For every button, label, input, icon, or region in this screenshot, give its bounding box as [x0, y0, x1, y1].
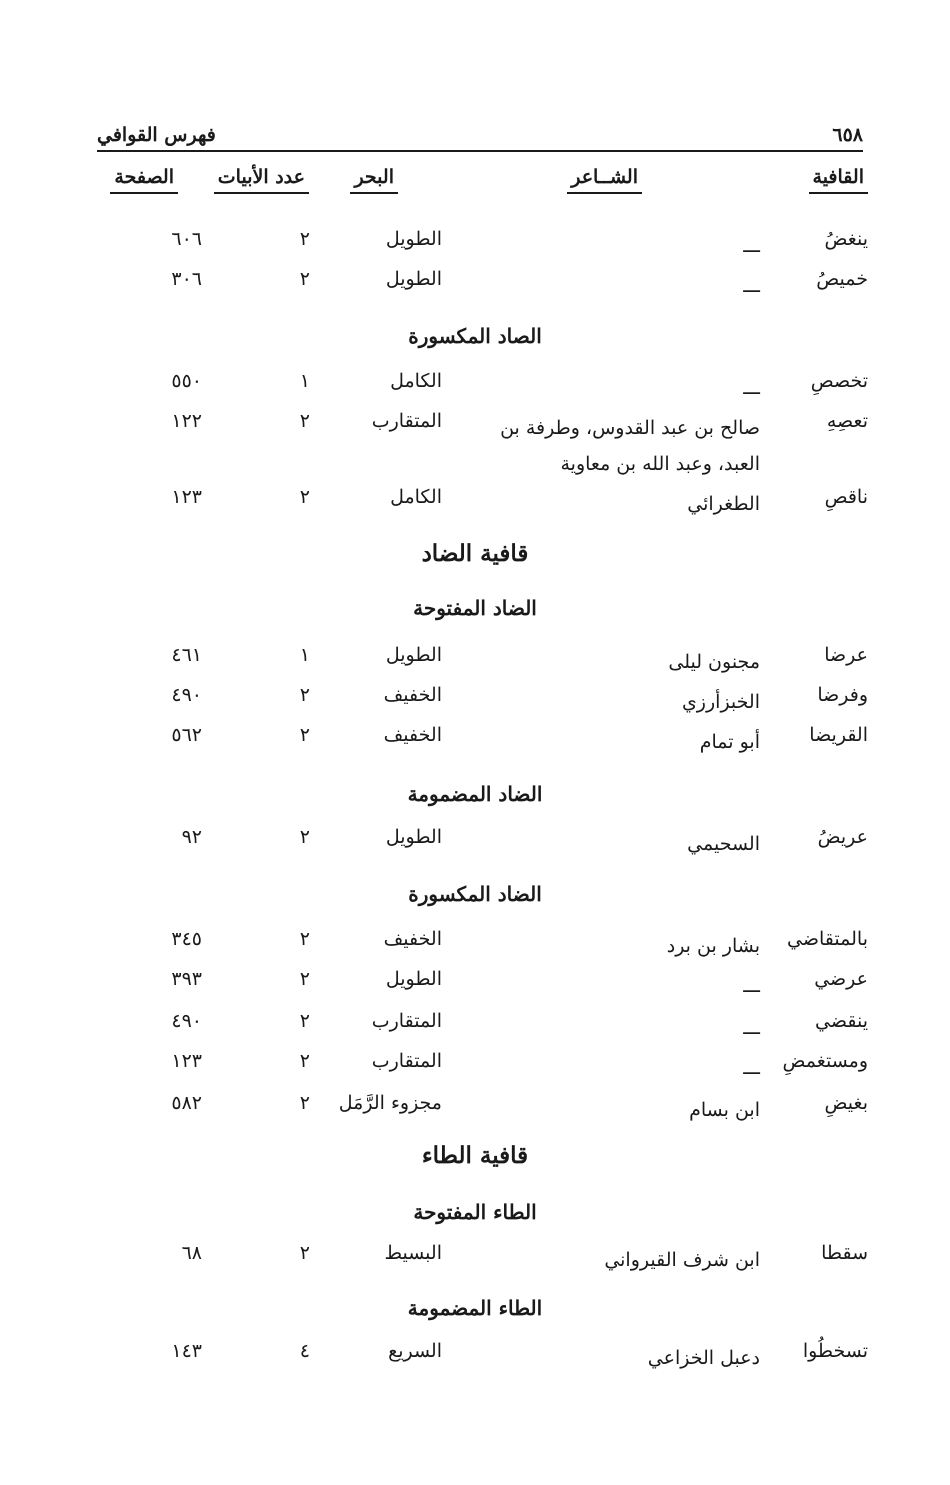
meter-cell: الخفيف: [383, 928, 442, 950]
poet-cell: أبو تمام: [699, 731, 760, 753]
rhyme-cell: تسخطُوا: [802, 1340, 868, 1362]
meter-cell: الطويل: [385, 644, 442, 666]
count-cell: ١: [299, 370, 310, 392]
count-cell: ٢: [299, 928, 310, 950]
poet-cell: السحيمي: [687, 833, 760, 855]
count-cell: ٢: [299, 684, 310, 706]
column-header-poet: الشــاعر: [567, 166, 642, 200]
page-cell: ٤٦١: [171, 644, 202, 666]
table-row: [0, 410, 950, 482]
subsection-heading: الصاد المكسورة: [408, 324, 542, 348]
column-header-meter: البحر: [350, 166, 398, 200]
count-cell: ٢: [299, 968, 310, 990]
poet-cell: ابن شرف القيرواني: [604, 1249, 760, 1271]
page-cell: ٦٠٦: [171, 228, 202, 250]
meter-cell: مجزوء الرَّمَل: [338, 1092, 442, 1114]
page-cell: ٣٤٥: [171, 928, 202, 950]
meter-cell: الخفيف: [383, 724, 442, 746]
poet-cell: ـــ: [743, 377, 760, 399]
table-row: [0, 1010, 950, 1046]
count-cell: ١: [299, 644, 310, 666]
poet-cell: ـــ: [743, 1057, 760, 1079]
rhyme-cell: بغيضِ: [824, 1092, 868, 1114]
rhyme-cell: بالمتقاضي: [787, 928, 868, 950]
meter-cell: الطويل: [385, 228, 442, 250]
count-cell: ٢: [299, 1092, 310, 1114]
poet-cell: ـــ: [743, 1017, 760, 1039]
poet-cell: ـــ: [743, 235, 760, 257]
rhyme-cell: سقطا: [821, 1242, 868, 1264]
section-heading: قافية الضاد: [421, 540, 529, 567]
meter-cell: البسيط: [384, 1242, 442, 1264]
rhyme-cell: ومستغمضِ: [782, 1050, 868, 1072]
rhyme-cell: تعصِهِ: [826, 410, 868, 432]
subsection-heading: الضاد المضمومة: [407, 782, 543, 806]
table-row: [0, 268, 950, 304]
column-header-count: عدد الأبيات: [214, 166, 309, 200]
table-row: [0, 1050, 950, 1086]
table-row: [0, 1092, 950, 1128]
rhyme-cell: تخصصِ: [810, 370, 868, 392]
table-row: [0, 724, 950, 760]
poet-cell: دعبل الخزاعي: [647, 1347, 760, 1369]
page-cell: ١٤٣: [171, 1340, 202, 1362]
table-row: [0, 1340, 950, 1376]
table-row: [0, 826, 950, 862]
subsection-heading: الضاد المفتوحة: [413, 596, 537, 620]
count-cell: ٢: [299, 724, 310, 746]
table-row: [0, 684, 950, 720]
count-cell: ٢: [299, 826, 310, 848]
meter-cell: الكامل: [390, 370, 442, 392]
meter-cell: الكامل: [390, 486, 442, 508]
poet-cell: الخبزأرزي: [681, 691, 760, 713]
rhyme-cell: عريضُ: [817, 826, 868, 848]
rhyme-cell: ينغضُ: [824, 228, 868, 250]
count-cell: ٤: [299, 1340, 310, 1362]
page-cell: ٣٩٣: [171, 968, 202, 990]
poet-cell: مجنون ليلى: [668, 651, 760, 673]
page-number: ٦٥٨: [832, 124, 863, 146]
page-cell: ٥٥٠: [171, 370, 202, 392]
count-cell: ٢: [299, 268, 310, 290]
page-cell: ٤٩٠: [171, 684, 202, 706]
page-cell: ١٢٣: [171, 486, 202, 508]
page-cell: ٦٨: [181, 1242, 202, 1264]
page-cell: ١٢٢: [171, 410, 202, 432]
column-header-rhyme: القافية: [809, 166, 868, 200]
poet-cell: صالح بن عبد القدوس، وطرفة بن العبد، وعبد الله بن معاوية: [500, 417, 760, 475]
table-row: [0, 370, 950, 406]
rhyme-cell: ناقصِ: [824, 486, 868, 508]
poet-cell: ـــ: [743, 275, 760, 297]
count-cell: ٢: [299, 1050, 310, 1072]
rhyme-cell: خميصُ: [816, 268, 868, 290]
count-cell: ٢: [299, 410, 310, 432]
rhyme-cell: القريضا: [809, 724, 868, 746]
page-cell: ٥٦٢: [171, 724, 202, 746]
meter-cell: الطويل: [385, 826, 442, 848]
page-cell: ٩٢: [181, 826, 202, 848]
page-cell: ١٢٣: [171, 1050, 202, 1072]
running-head: [97, 112, 863, 146]
poet-cell: ـــ: [743, 975, 760, 997]
page-cell: ٤٩٠: [171, 1010, 202, 1032]
table-row: [0, 228, 950, 264]
subsection-heading: الطاء المضمومة: [407, 1296, 543, 1320]
poet-cell: بشار بن برد: [666, 935, 760, 957]
section-heading: قافية الطاء: [421, 1142, 529, 1169]
table-row: [0, 1242, 950, 1278]
meter-cell: المتقارب: [371, 410, 442, 432]
count-cell: ٢: [299, 1010, 310, 1032]
count-cell: ٢: [299, 1242, 310, 1264]
meter-cell: الطويل: [385, 968, 442, 990]
header-rule: [97, 150, 863, 152]
table-row: [0, 486, 950, 522]
rhyme-cell: ينقضي: [815, 1010, 868, 1032]
page-cell: ٣٠٦: [171, 268, 202, 290]
meter-cell: المتقارب: [371, 1010, 442, 1032]
subsection-heading: الضاد المكسورة: [408, 882, 542, 906]
table-row: [0, 928, 950, 964]
meter-cell: السريع: [388, 1340, 442, 1362]
rhyme-cell: عرضا: [824, 644, 868, 666]
meter-cell: الطويل: [385, 268, 442, 290]
poet-cell: ابن بسام: [689, 1099, 760, 1121]
table-row: [0, 968, 950, 1004]
count-cell: ٢: [299, 486, 310, 508]
rhyme-cell: وفرضا: [817, 684, 868, 706]
meter-cell: المتقارب: [371, 1050, 442, 1072]
column-header-page: الصفحة: [110, 166, 178, 200]
count-cell: ٢: [299, 228, 310, 250]
rhyme-cell: عرضي: [814, 968, 868, 990]
poet-cell: الطغرائي: [687, 493, 760, 515]
meter-cell: الخفيف: [383, 684, 442, 706]
table-row: [0, 644, 950, 680]
running-title: فهرس القوافي: [97, 124, 216, 146]
page-cell: ٥٨٢: [171, 1092, 202, 1114]
subsection-heading: الطاء المفتوحة: [413, 1200, 537, 1224]
